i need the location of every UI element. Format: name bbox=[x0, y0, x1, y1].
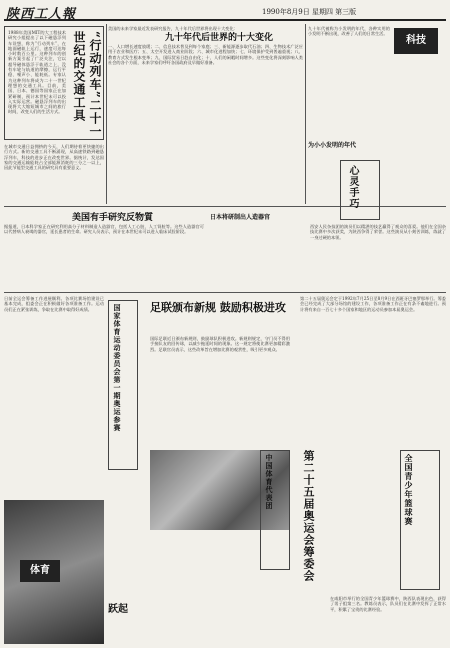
column-two-body: 在城市交通日益拥挤的今天，人们期待着更快捷的出行方式。新的交通工具不断涌现，从高速铁路到磁悬浮列车，科技的进步正在改变世界。据统计，发达国家的交通运输能耗占全部能源消耗的三分之一以上，因此节能型交通工具的研究具有重要意义。 bbox=[4, 144, 104, 171]
right-top-body: 九十年代被称为小发明的年代，各种实用的小发明不断出现，改善了人们的日常生活。 bbox=[308, 26, 390, 37]
mid-center-body: 据报道，日本科学家正在研究利用高分子材料制造人造器官，包括人工心脏、人工肾脏等。这些人造器官可以代替病人衰竭的器官，延长患者的生命。研究人员表示，预计在本世纪末可以进入临床试验阶段。 bbox=[4, 224, 204, 235]
right-column-heading: 心灵手巧 bbox=[347, 165, 358, 209]
center-top-headline: 九十年代后世界的十大变化 bbox=[165, 33, 274, 43]
bottom-series-headline: 第二十五届奥运会筹委会 bbox=[302, 450, 315, 582]
vertical-title-box bbox=[400, 450, 440, 590]
corner-title: 跃起 bbox=[108, 604, 128, 615]
mid-center-subhead: 日本将研制出人造器官 bbox=[210, 214, 271, 221]
photo-caption-badge: 体育 bbox=[20, 560, 60, 582]
vertical-title-box bbox=[260, 450, 290, 570]
vertical-title-right: 全国青少年篮球赛 bbox=[404, 454, 414, 526]
center-top-intro: 美国的未来学家最近发表研究报告，九十年代后世界将出现十大变化： bbox=[108, 26, 238, 31]
lead-box-body: 1988年美国MIT的大工程技术研究小组提出了以下磁悬浮列车设想，称为“行动列车”，在地面磁轨上运行，速度可达每小时数百公里。这种列车的创新方案引起了广泛关注，它以超导磁体悬浮于轨道之上，没有车轮与轨道的摩擦，运行平稳、噪声小、能耗低。专家认为这种列车将成为二十一世纪理想的交通工具。目前，美国、日本、德国等国家正在加紧研制，预计本世纪末可以投入实际运营。磁悬浮列车的出现将大大缩短城市之间的旅行时间，改变人们的生活方式。 bbox=[8, 30, 66, 115]
lower-left-body: 日前全运会筹备工作进展顺利。各项比赛场馆建设已基本完成，组委会正在积极做好各项准备工作。运动员们正在紧张训练，争取在比赛中取得好成绩。 bbox=[4, 296, 104, 312]
bottom-right-body: 第二十五届奥运会定于1992年7月25日至8月9日在西班牙巴塞罗那举行。筹委会已经完成了大部分场馆的建设工作，各项准备工作正在有条不紊地进行。预计将有来自一百七十多个国家和地区的运动员参加本届奥运会。 bbox=[300, 296, 446, 312]
column-divider bbox=[106, 24, 107, 204]
mid-left-headline: 美国有手研究反物質 bbox=[72, 213, 154, 223]
masthead bbox=[4, 3, 446, 21]
far-right-body: 在咸阳市举行的全国青少年篮球赛中，陕西队表现出色，获得了男子组第三名。教练员表示，队员们在比赛中发挥了正常水平，积累了宝贵的比赛经验。 bbox=[330, 596, 446, 612]
column-divider bbox=[305, 24, 306, 204]
vertical-title-left: 国家体育运动委员会第一期奥运参赛 bbox=[113, 304, 122, 432]
bottom-middle-body: 国际足联近日颁布新规则，鼓励球队积极进攻。新规则规定，守门员不得用手接队友的回传球，以减少拖延时间的现象。这一规定将使比赛更加精彩激烈。足联官员表示，这些改革旨在增加比赛的观赏性，吸引更多观众。 bbox=[150, 336, 290, 352]
bottom-main-headline: 足联颁布新规 鼓励积极进攻 bbox=[150, 301, 286, 314]
section-divider bbox=[4, 292, 446, 293]
right-column-body: 西安人民杂技团的演员们以精湛的技艺赢得了观众的喜爱。他们在全国杂技比赛中多次获奖，为陕西争得了荣誉。这些演员从小刻苦训练，练就了一身过硬的本领。 bbox=[310, 224, 446, 240]
date-line: 1990年8月9日 星期四 第三版 bbox=[262, 8, 357, 16]
paper-name: 陕西工人報 bbox=[6, 7, 77, 22]
right-column-heading-box bbox=[340, 160, 380, 220]
lead-box bbox=[4, 26, 104, 140]
vertical-title-box bbox=[108, 300, 138, 470]
right-top-title: 为小小发明的年代 bbox=[308, 142, 357, 149]
lead-box-vertical-headline: “行动列车”二十一世纪的交通工具 bbox=[72, 31, 102, 138]
center-top-body: 一、人口增长速度放缓；二、信息技术普及到每个家庭；三、新能源逐步取代石油；四、生物技术广泛应用于农业和医疗；五、太空开发进入商业阶段；六、城市化进程加快；七、环境保护受到普遍重视；八、教育方式发生根本变革；九、国际贸易日趋自由化；十、人们的闲暇时间增多。这些变化将深刻影响人类社会的各个方面，未来学家们呼吁各国政府及早做好准备。 bbox=[108, 44, 303, 65]
vertical-title-mid: 中国体育代表团 bbox=[265, 454, 274, 510]
top-right-badge: 科技 bbox=[394, 28, 438, 54]
